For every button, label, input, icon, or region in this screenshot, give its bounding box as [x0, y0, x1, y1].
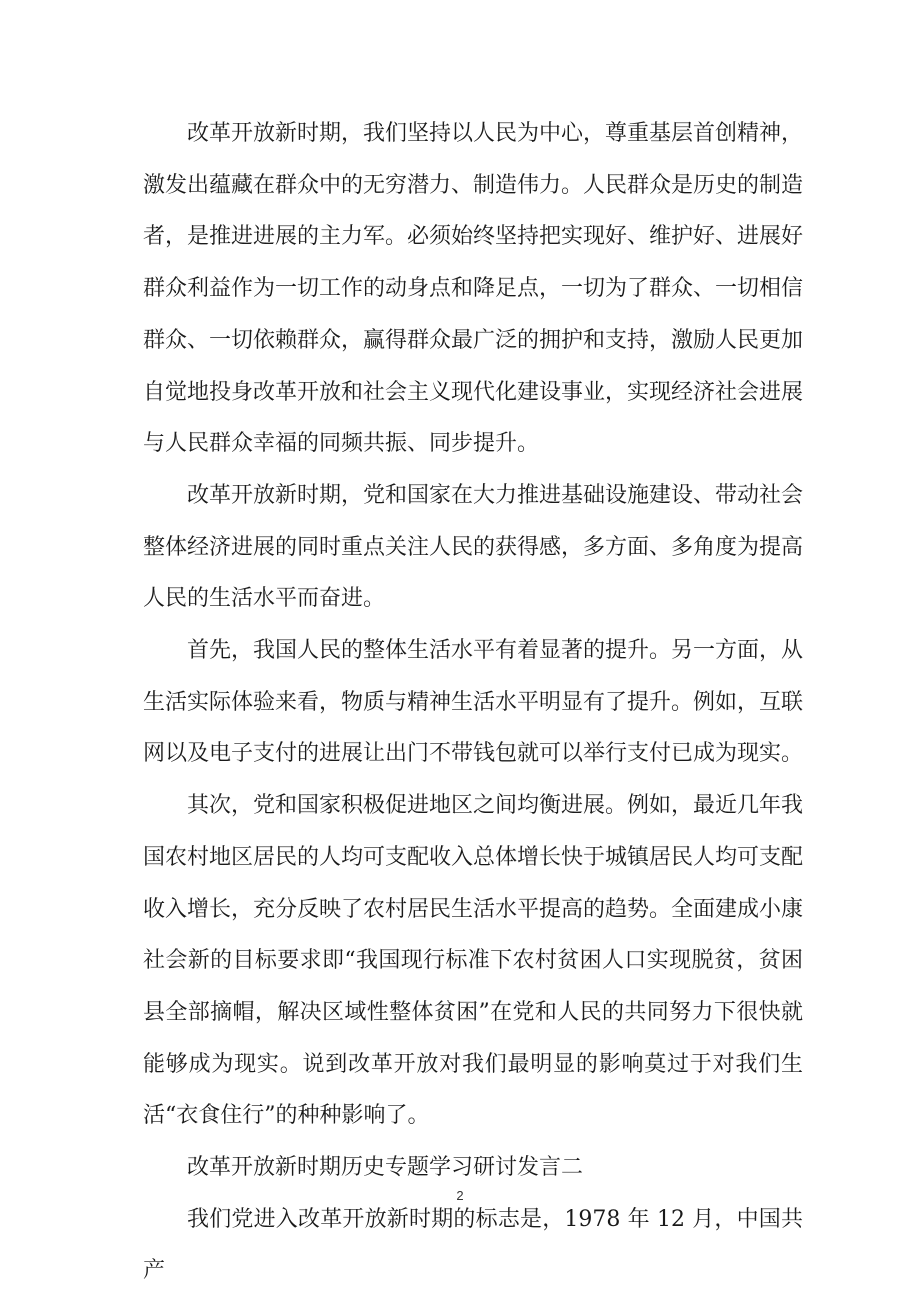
section-heading: 改革开放新时期历史专题学习研讨发言二	[187, 1155, 584, 1181]
page-number: 2	[456, 1188, 464, 1203]
paragraph-1: 改革开放新时期，我们坚持以人民为中心，尊重基层首创精神，激发出蕴藏在群众中的无穷潜力、制造伟力。人民群众是历史的制造者，是推进进展的主力军。必须始终坚持把实现好、维护好、进展好群众利益作为一切工作的动身点和降足点，一切为了群众、一切相信群众、一切依赖群众，赢得群众最广泛的拥护和支持，激励人民更加自觉地投身改革开放和社会主义现代化建设事业，实现经济社会进展与人民群众幸福的同频共振、同步提升。	[143, 121, 804, 457]
paragraph-5: 我们党进入改革开放新时期的标志是，1978 年 12 月，中国共产	[143, 1206, 803, 1284]
paragraph-2: 改革开放新时期，党和国家在大力推进基础设施建设、带动社会整体经济进展的同时重点关注人民的获得感，多方面、多角度为提高人民的生活水平而奋进。	[143, 482, 804, 612]
document-body	[143, 108, 803, 1297]
paragraph-4: 其次，党和国家积极促进地区之间均衡进展。例如，最近几年我国农村地区居民的人均可支配收入总体增长快于城镇居民人均可支配收入增长，充分反映了农村居民生活水平提高的趋势。全面建成小康社会新的目标要求即“我国现行标准下农村贫困人口实现脱贫，贫困县全部摘帽，解决区域性整体贫困”在党和人民的共同努力下很快就能够成为现实。说到改革开放对我们最明显的影响莫过于对我们生活“衣食住行”的种种影响了。	[143, 793, 804, 1129]
paragraph-3: 首先，我国人民的整体生活水平有着显著的提升。另一方面，从生活实际体验来看，物质与精神生活水平明显有了提升。例如，互联网以及电子支付的进展让出门不带钱包就可以举行支付已成为现实。	[143, 638, 804, 767]
